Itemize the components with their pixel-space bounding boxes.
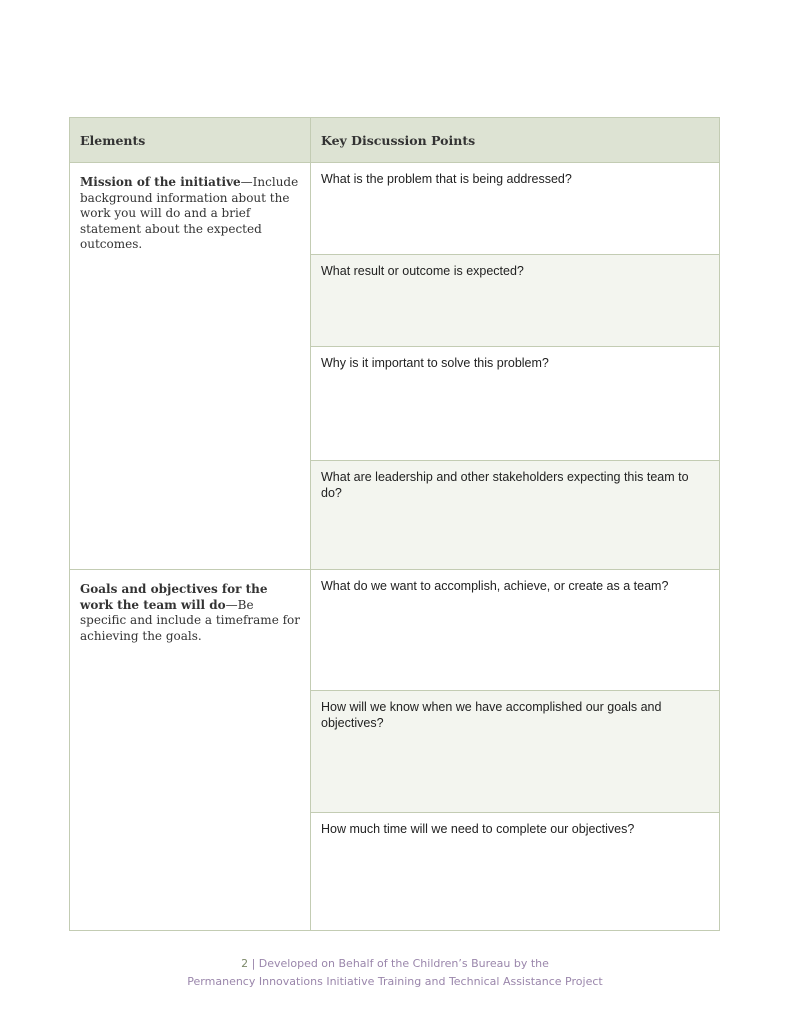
element-mission xyxy=(70,163,311,570)
footer-line-2: Permanency Innovations Initiative Training and Technical Assistance Project xyxy=(187,975,603,988)
discussion-point: What do we want to accomplish, achieve, or create as a team? xyxy=(311,570,720,691)
discussion-point: Why is it important to solve this problem? xyxy=(311,347,720,461)
footer-line-1 xyxy=(0,955,790,973)
header-elements: Elements xyxy=(70,118,311,163)
header-key-points: Key Discussion Points xyxy=(311,118,720,163)
footer-separator: | xyxy=(251,957,256,970)
discussion-point: What is the problem that is being addressed? xyxy=(311,163,720,255)
table-row xyxy=(70,570,720,691)
discussion-point: What are leadership and other stakeholders expecting this team to do? xyxy=(311,461,720,570)
discussion-point: How much time will we need to complete our objectives? xyxy=(311,813,720,931)
discussion-point: What result or outcome is expected? xyxy=(311,255,720,347)
page-footer xyxy=(0,955,790,991)
page-number: 2 xyxy=(241,957,249,970)
footer-credit: Developed on Behalf of the Children’s Bureau by the xyxy=(258,957,549,970)
element-desc: —Include background information about the work you will do and a brief statement about the expected outcomes. xyxy=(80,175,299,251)
element-title: Mission of the initiative xyxy=(80,175,241,189)
table-row xyxy=(70,163,720,255)
element-goals xyxy=(70,570,311,931)
discussion-table xyxy=(69,117,720,931)
element-title: Goals and objectives for the work the team will do xyxy=(80,582,268,612)
element-desc: —Be specific and include a timeframe for achieving the goals. xyxy=(80,597,301,643)
header-row xyxy=(70,118,720,163)
discussion-point: How will we know when we have accomplished our goals and objectives? xyxy=(311,691,720,813)
